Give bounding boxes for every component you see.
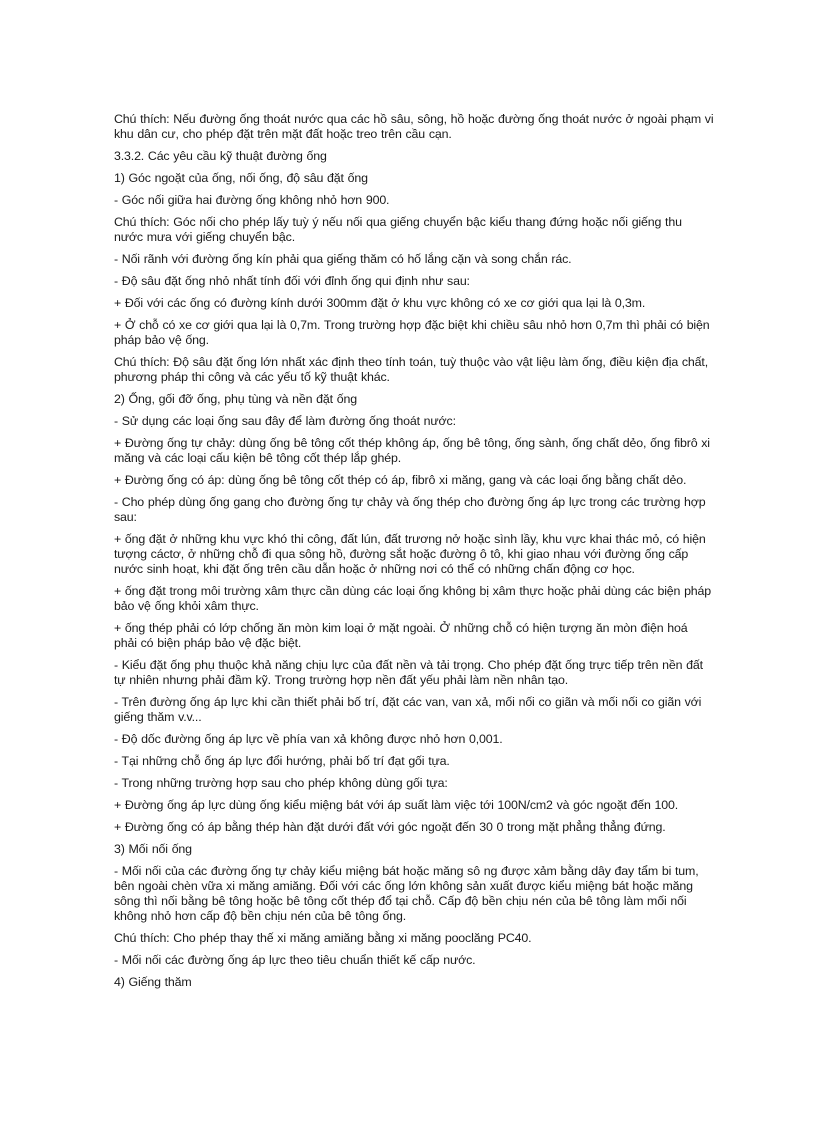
note-paragraph: Chú thích: Nếu đường ống thoát nước qua các hồ sâu, sông, hồ hoặc đường ống thoát nước ở ngoài phạm vi khu dân cư, cho phép đặt trên mặt đất hoặc treo trên cầu cạn. xyxy=(114,112,714,141)
note-paragraph: Chú thích: Cho phép thay thế xi măng amiăng bằng xi măng pooclăng PC40. xyxy=(114,931,532,945)
body-paragraph: - Trong những trường hợp sau cho phép không dùng gối tựa: xyxy=(114,776,448,790)
list-item: + ống đặt ở những khu vực khó thi công, đất lún, đất trương nở hoặc sình lầy, khu vực khai thác mỏ, có hiện tượng cáctơ, ở những chỗ đi qua sông hồ, đường sắt hoặc đường ô tô, khi giao nhau với đường ống cấp nước sinh hoạt, khi đặt ống trên cầu dẫn hoặc ở những nơi có thể có những chấn động cơ học. xyxy=(114,532,706,576)
body-paragraph: - Mối nối các đường ống áp lực theo tiêu chuẩn thiết kế cấp nước. xyxy=(114,953,476,967)
body-paragraph: - Mối nối của các đường ống tự chảy kiểu miệng bát hoặc măng sô ng được xảm bằng dây đay tẩm bi tum, bên ngoài chèn vữa xi măng amiăng. Đối với các ống lớn không sản xuất được kiểu miệng bát hoặc măng sông thì nối bằng bê tông hoặc bê tông cốt thép đổ tại chỗ. Cấp độ bền chịu nén của bê tông làm mối nối không nhỏ hơn cấp độ bền chịu nén của bê tông ống. xyxy=(114,864,699,923)
body-paragraph: - Độ sâu đặt ống nhỏ nhất tính đối với đỉnh ống qui định như sau: xyxy=(114,274,470,288)
list-item: + Đường ống có áp: dùng ống bê tông cốt thép có áp, fibrô xi măng, gang và các loại ống bằng chất dẻo. xyxy=(114,473,687,487)
subsection-heading: 2) Ống, gối đỡ ống, phụ tùng và nền đặt ống xyxy=(114,392,357,406)
body-paragraph: - Nối rãnh với đường ống kín phải qua giếng thăm có hố lắng cặn và song chắn rác. xyxy=(114,252,572,266)
subsection-heading: 1) Góc ngoặt của ống, nối ống, độ sâu đặt ống xyxy=(114,171,368,185)
list-item: + Đường ống áp lực dùng ống kiểu miệng bát với áp suất làm việc tới 100N/cm2 và góc ngoặt đến 100. xyxy=(114,798,679,812)
list-item: + Đối với các ống có đường kính dưới 300mm đặt ở khu vực không có xe cơ giới qua lại là 0,3m. xyxy=(114,296,646,310)
body-paragraph: - Trên đường ống áp lực khi cần thiết phải bố trí, đặt các van, van xả, mối nối co giãn và mối nối co giãn với giếng thăm v.v... xyxy=(114,695,702,724)
list-item: + ống thép phải có lớp chống ăn mòn kim loại ở mặt ngoài. Ở những chỗ có hiện tượng ăn mòn điện hoá phải có biện pháp bảo vệ đặc biệt. xyxy=(114,621,688,650)
body-paragraph: - Độ dốc đường ống áp lực về phía van xả không được nhỏ hơn 0,001. xyxy=(114,732,503,746)
body-paragraph: - Góc nối giữa hai đường ống không nhỏ hơn 900. xyxy=(114,193,390,207)
subsection-heading: 3) Mối nối ống xyxy=(114,842,192,856)
section-heading: 3.3.2. Các yêu cầu kỹ thuật đường ống xyxy=(114,149,327,163)
note-paragraph: Chú thích: Góc nối cho phép lấy tuỳ ý nếu nối qua giếng chuyển bậc kiểu thang đứng hoặc nối giếng thu nước mưa với giếng chuyển bậc. xyxy=(114,215,682,244)
list-item: + Đường ống tự chảy: dùng ống bê tông cốt thép không áp, ống bê tông, ống sành, ống chất dẻo, ống fibrô xi măng và các loại cấu kiện bê tông cốt thép lắp ghép. xyxy=(114,436,710,465)
document-page xyxy=(114,112,714,997)
note-paragraph: Chú thích: Độ sâu đặt ống lớn nhất xác định theo tính toán, tuỳ thuộc vào vật liệu làm ống, điều kiện địa chất, phương pháp thi công và các yếu tố kỹ thuật khác. xyxy=(114,355,708,384)
body-paragraph: - Sử dụng các loại ống sau đây để làm đường ống thoát nước: xyxy=(114,414,456,428)
list-item: + Đường ống có áp bằng thép hàn đặt dưới đất với góc ngoặt đến 30 0 trong mặt phẳng thẳng đứng. xyxy=(114,820,666,834)
body-paragraph: - Tại những chỗ ống áp lực đổi hướng, phải bố trí đạt gối tựa. xyxy=(114,754,450,768)
subsection-heading: 4) Giếng thăm xyxy=(114,975,192,989)
list-item: + ống đặt trong môi trường xâm thực cần dùng các loại ống không bị xâm thực hoặc phải dùng các biện pháp bảo vệ ống khỏi xâm thực. xyxy=(114,584,712,613)
body-paragraph: - Cho phép dùng ống gang cho đường ống tự chảy và ống thép cho đường ống áp lực trong các trường hợp sau: xyxy=(114,495,706,524)
body-paragraph: - Kiểu đặt ống phụ thuộc khả năng chịu lực của đất nền và tải trọng. Cho phép đặt ống trực tiếp trên nền đất tự nhiên nhưng phải đầm kỹ. Trong trường hợp nền đất yếu phải làm nền nhân tạo. xyxy=(114,658,703,687)
list-item: + Ở chỗ có xe cơ giới qua lại là 0,7m. Trong trường hợp đặc biệt khi chiều sâu nhỏ hơn 0,7m thì phải có biện pháp bảo vệ ống. xyxy=(114,318,710,347)
